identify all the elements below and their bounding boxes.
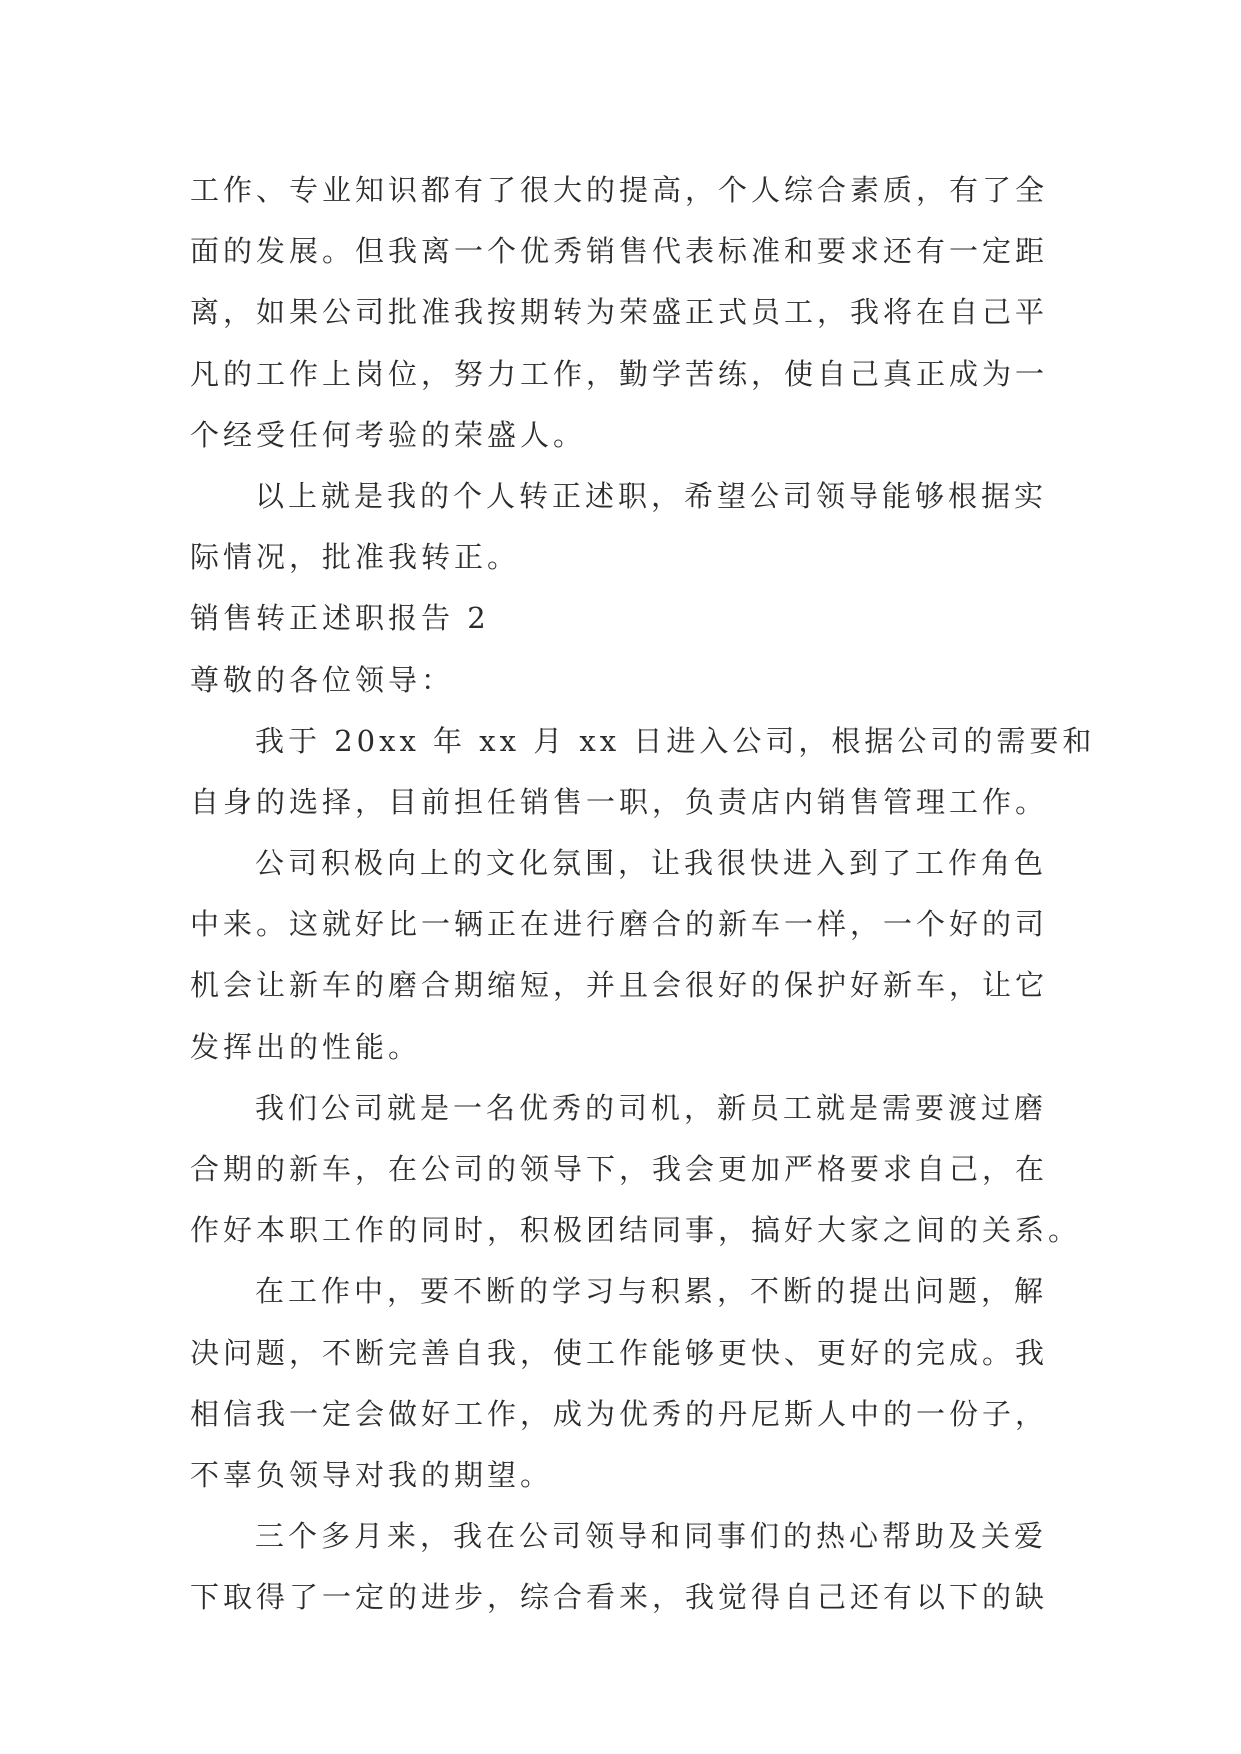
text-line: 自身的选择，目前担任销售一职，负责店内销售管理工作。 — [190, 784, 1049, 819]
text-line: 决问题，不断完善自我，使工作能够更快、更好的完成。我 — [190, 1335, 1049, 1370]
text-line: 中来。这就好比一辆正在进行磨合的新车一样，一个好的司 — [190, 907, 1049, 942]
salutation: 尊敬的各位领导： — [190, 662, 455, 697]
text-line: 机会让新车的磨合期缩短，并且会很好的保护好新车，让它 — [190, 968, 1049, 1003]
text-line: 离，如果公司批准我按期转为荣盛正式员工，我将在自己平 — [190, 295, 1049, 330]
section-heading: 销售转正述职报告 2 — [190, 601, 490, 636]
text-line: 凡的工作上岗位，努力工作，勤学苦练，使自己真正成为一 — [190, 356, 1049, 391]
text-line: 下取得了一定的进步，综合看来，我觉得自己还有以下的缺 — [190, 1580, 1049, 1615]
text-line: 公司积极向上的文化氛围，让我很快进入到了工作角色 — [255, 846, 1048, 881]
text-line: 作好本职工作的同时，积极团结同事，搞好大家之间的关系。 — [190, 1213, 1082, 1248]
text-line: 相信我一定会做好工作，成为优秀的丹尼斯人中的一份子， — [190, 1396, 1049, 1431]
text-line: 我于 20xx 年 xx 月 xx 日进入公司，根据公司的需要和 — [255, 723, 1096, 758]
text-line: 三个多月来，我在公司领导和同事们的热心帮助及关爱 — [255, 1519, 1048, 1554]
text-line: 工作、专业知识都有了很大的提高，个人综合素质，有了全 — [190, 173, 1049, 207]
document-body — [190, 160, 1096, 1629]
text-line: 发挥出的性能。 — [190, 1029, 422, 1064]
text-line: 不辜负领导对我的期望。 — [190, 1457, 554, 1492]
text-line: 合期的新车，在公司的领导下，我会更加严格要求自己，在 — [190, 1152, 1049, 1186]
text-line: 际情况，批准我转正。 — [190, 540, 521, 575]
text-line: 我们公司就是一名优秀的司机，新员工就是需要渡过磨 — [255, 1090, 1048, 1125]
text-line: 在工作中，要不断的学习与积累，不断的提出问题，解 — [255, 1274, 1048, 1309]
text-line: 面的发展。但我离一个优秀销售代表标准和要求还有一定距 — [190, 234, 1049, 269]
text-line: 以上就是我的个人转正述职，希望公司领导能够根据实 — [255, 478, 1048, 513]
text-line: 个经受任何考验的荣盛人。 — [190, 417, 587, 452]
